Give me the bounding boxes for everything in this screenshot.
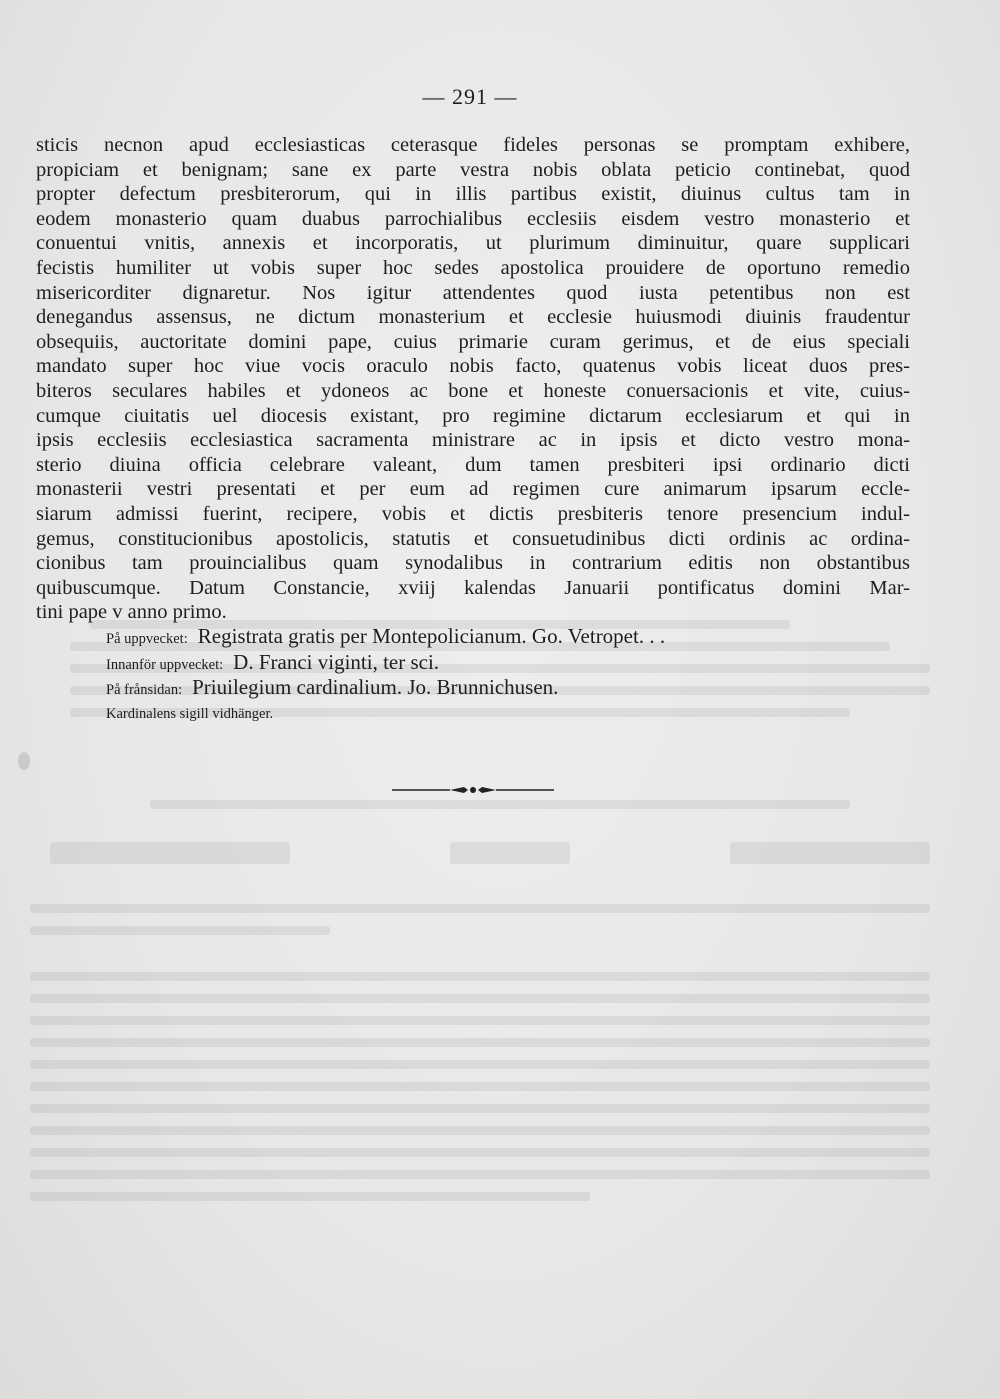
text-line: sticis necnon apud ecclesiasticas ceterasque fideles personas se promptam exhibere, [36, 134, 910, 156]
note-value: Registrata gratis per Montepolicianum. Go. Vetropet. . . [197, 624, 666, 648]
text-line: gemus, constitucionibus apostolicis, statutis et consuetudinibus dicti ordinis ac ordina- [36, 527, 910, 550]
note-label: På uppvecket: [106, 631, 188, 647]
text-line: cionibus tam prouincialibus quam synodalibus in contrarium editis non obstantibus [36, 552, 910, 575]
text-line: obsequiis, auctoritate domini pape, cuius primarie curam gerimus, et de eius speciali [36, 330, 910, 353]
text-line: sterio diuina officia celebrare valeant, dum tamen presbiteri ipsi ordinario dicti [36, 453, 910, 476]
page-number: — 291 — [422, 84, 518, 109]
text-line: propter defectum presbiterorum, qui in illis partibus existit, diuinus cultus tam in [36, 183, 910, 206]
note-label: På frånsidan: [106, 682, 183, 698]
archival-notes [106, 624, 906, 701]
text-line: biteros seculares habiles et ydoneos ac bone et honeste conuersacionis et vite, cuius- [36, 379, 910, 402]
text-line: fecistis humiliter ut vobis super hoc sedes apostolica prouidere de oportuno remedio [36, 256, 910, 279]
text-line: propiciam et benignam; sane ex parte vestra nobis oblata peticio continebat, quod [36, 158, 910, 181]
text-line: misericorditer dignaretur. Nos igitur attendentes quod iusta petentibus non est [36, 281, 910, 304]
paper-blemish [18, 752, 30, 770]
text-line: tini pape v anno primo. [36, 601, 227, 624]
text-line: denegandus assensus, ne dictum monasterium et ecclesie huiusmodi diuinis fraudentur [36, 306, 910, 329]
note-inside-fold [106, 650, 906, 676]
body-text [36, 133, 910, 625]
text-line: quibuscumque. Datum Constancie, xviij kalendas Januarii pontificatus domini Mar- [36, 576, 910, 599]
text-line: ipsis ecclesiis ecclesiastica sacramenta ministrare ac in ipsis et dicto vestro mona- [36, 429, 910, 452]
note-label: Innanför uppvecket: [106, 656, 224, 673]
note-reverse [106, 675, 906, 701]
seal-note: Kardinalens sigill vidhänger. [106, 706, 274, 722]
text-line: eodem monasterio quam duabus parrochialibus ecclesiis eisdem vestro monasterio et [36, 207, 910, 230]
text-line: conuentui vnitis, annexis et incorporatis, ut plurimum diminuitur, quare supplicari [36, 232, 910, 255]
text-line: siarum admissi fuerint, recipere, vobis et dictis presbiteris tenore presencium indul- [36, 502, 910, 525]
text-line: monasterii vestri presentati et per eum ad regimen cure animarum ipsarum eccle- [36, 478, 910, 501]
note-fold [106, 624, 906, 650]
text-line: cumque ciuitatis uel diocesis existant, pro regimine dictarum ecclesiarum et qui in [36, 404, 910, 427]
text-line: mandato super hoc viue vocis oraculo nobis facto, quatenus vobis liceat duos pres- [36, 355, 910, 378]
note-value: D. Franci viginti, ter sci. [233, 649, 440, 674]
section-divider-ornament [392, 780, 554, 800]
note-value: Priuilegium cardinalium. Jo. Brunnichusen. [192, 675, 559, 699]
